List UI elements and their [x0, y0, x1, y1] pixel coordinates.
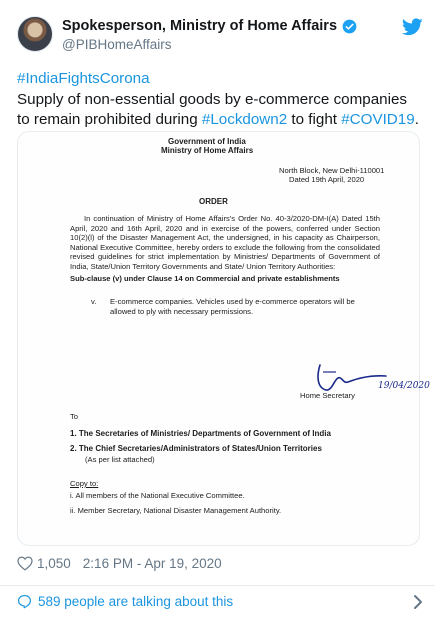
tweet-body-part2: to fight	[287, 111, 342, 128]
doc-recipient-2-note: (As per list attached)	[85, 455, 155, 464]
doc-item-marker: v.	[91, 297, 97, 306]
hashtag-india-fights-corona[interactable]: #IndiaFightsCorona	[17, 70, 150, 87]
doc-subclause: Sub-clause (v) under Clause 14 on Commercial and private establishments	[70, 274, 340, 283]
signature-date: 19/04/2020	[378, 381, 430, 391]
doc-home-secretary: Home Secretary	[300, 391, 355, 400]
attached-document-image[interactable]	[17, 131, 430, 546]
hashtag-lockdown2[interactable]: #Lockdown2	[201, 111, 288, 128]
order-document	[18, 132, 430, 545]
author-name[interactable]: Spokesperson, Ministry of Home Affairs	[62, 18, 338, 34]
like-count[interactable]: 1,050	[37, 556, 71, 571]
tweet-meta	[17, 556, 222, 571]
heart-icon[interactable]	[17, 556, 33, 571]
doc-recipient-1: 1. The Secretaries of Ministries/ Departments of Government of India	[70, 429, 331, 438]
tweet-timestamp[interactable]: 2:16 PM - Apr 19, 2020	[82, 556, 222, 571]
conversation-link[interactable]	[17, 594, 233, 609]
author-name-row[interactable]	[62, 18, 357, 34]
doc-copy-2: ii. Member Secretary, National Disaster Management Authority.	[70, 506, 282, 515]
doc-copy-1: i. All members of the National Executive Committee.	[70, 491, 245, 500]
doc-order-title: ORDER	[199, 197, 228, 206]
doc-item-text: E-commerce companies. Vehicles used by e-commerce operators will be allowed to ply with necessary permissions.	[110, 297, 355, 316]
tweet-text	[17, 69, 422, 131]
tweet-header	[0, 0, 435, 62]
conversation-label[interactable]: 589 people are talking about this	[38, 594, 234, 609]
twitter-bird-icon[interactable]	[402, 18, 423, 36]
doc-to-label: To	[70, 412, 79, 421]
doc-recipient-2: 2. The Chief Secretaries/Administrators of States/Union Territories	[70, 444, 322, 453]
author-handle[interactable]: @PIBHomeAffairs	[62, 37, 172, 52]
doc-copy-to-label: Copy to:	[70, 479, 99, 488]
divider	[0, 585, 435, 586]
speech-bubble-icon	[17, 594, 32, 609]
doc-paragraph: In continuation of Ministry of Home Affairs's Order No. 40-3/2020-DM-I(A) Dated 15th April, 2020 and 16th April, 2020 and in exercise of the powers, conferred under Section 10(2)(l) of the Disaster Management Act, the undersigned, in his capacity as Chairperson, National Executive Committee, hereby orders to exclude the following from the consolidated revised guidelines for strict implementation by Ministries/ Departments of Government of India, State/Union Territory Governments and State/ Union Territory Authorities:	[70, 214, 380, 271]
chevron-right-icon[interactable]	[413, 594, 423, 610]
doc-date: Dated 19th April, 2020	[289, 175, 365, 184]
verified-badge-icon	[342, 19, 357, 34]
doc-address: North Block, New Delhi-110001	[279, 166, 385, 175]
doc-header-ministry: Ministry of Home Affairs	[161, 146, 254, 155]
tweet-body-part3: .	[414, 111, 419, 128]
avatar[interactable]	[17, 16, 53, 52]
doc-header-government: Government of India	[168, 137, 246, 146]
hashtag-covid19[interactable]: #COVID19	[341, 111, 415, 128]
tweet-body-part1: Supply of non-essential goods by e-commerce companies to remain prohibited during	[17, 90, 408, 128]
